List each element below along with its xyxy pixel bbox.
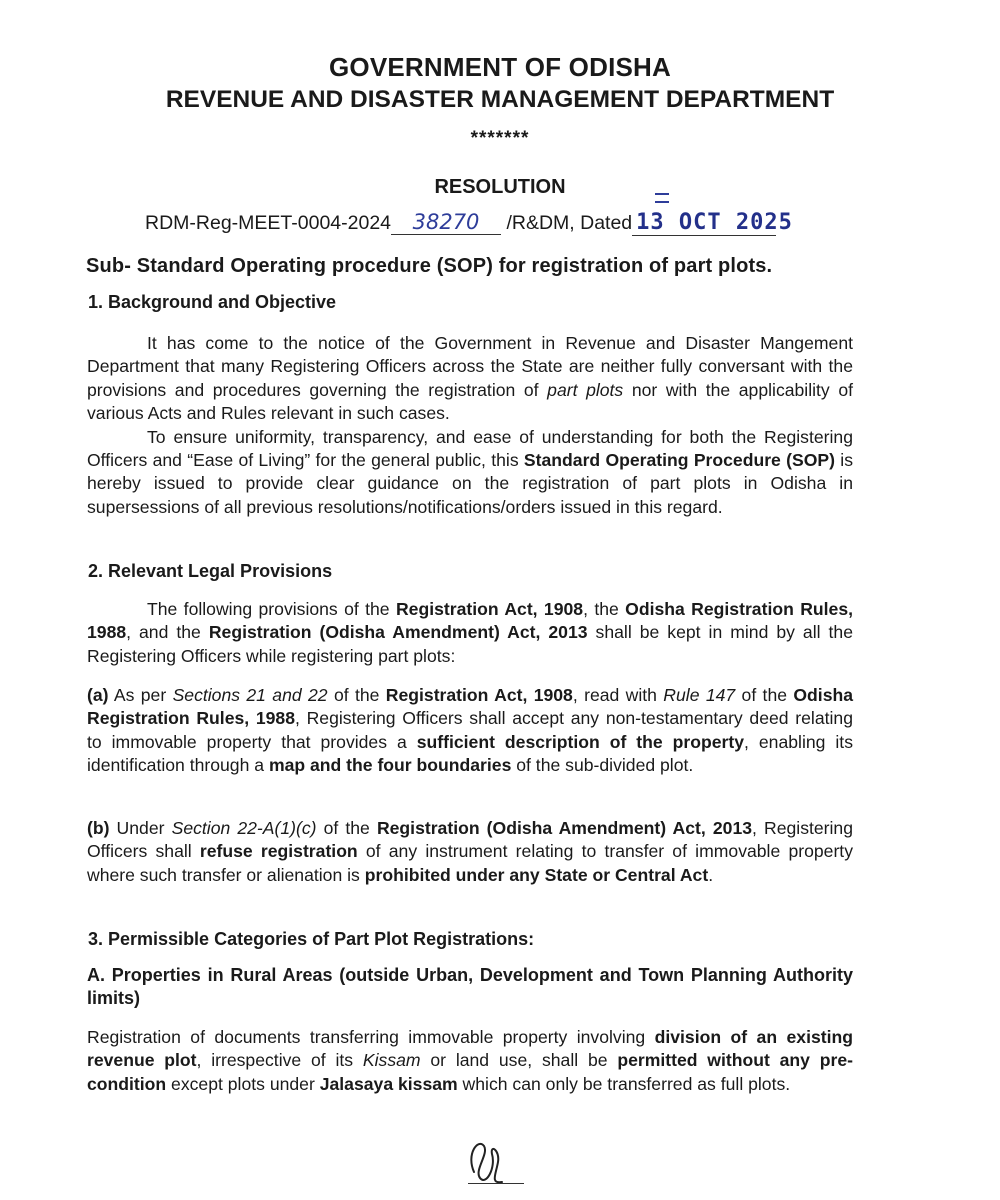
text-run: As per xyxy=(108,685,173,705)
text-run-italic: Rule 147 xyxy=(663,685,736,705)
section-3-paragraph xyxy=(87,1026,853,1096)
text-run-bold: Standard Operating Procedure (SOP) xyxy=(523,450,836,471)
reference-prefix: RDM-Reg-MEET-0004-2024 xyxy=(145,212,392,234)
text-run: Under xyxy=(109,818,172,838)
text-run-bold: division of an existing revenue plot xyxy=(87,1027,853,1071)
reference-suffix: /R&DM, Dated xyxy=(506,212,633,234)
text-run-italic: Sections 21 and 22 xyxy=(172,685,328,705)
section-1-heading: 1. Background and Objective xyxy=(88,292,337,312)
text-run: The following provisions of the xyxy=(147,599,396,619)
text-run-bold: Odisha Registration Rules, 1988 xyxy=(87,599,853,643)
text-run: It has come to the notice of the Government in Revenue and Disaster Mangement Department that many Registering Officers across the State are neither fully conversant with the provisions and procedures governing the registration of xyxy=(87,333,853,400)
date-stamp-mark xyxy=(655,193,669,203)
text-run-italic: Section 22-A(1)(c) xyxy=(171,818,317,838)
text-run: of the xyxy=(735,685,794,705)
section-1-paragraph-1 xyxy=(87,332,853,426)
text-run-bold: Registration Act, 1908 xyxy=(395,599,584,619)
text-run: shall be kept in mind by all the Registering Officers while registering part plots: xyxy=(87,622,853,666)
text-run: of the xyxy=(327,685,386,705)
text-run-bold: map and the four boundaries xyxy=(268,755,512,776)
reference-line xyxy=(145,210,793,236)
text-run: or land use, shall be xyxy=(420,1050,618,1071)
date-stamp: 13 OCT 2025 xyxy=(632,210,776,236)
text-run-italic: Kissam xyxy=(362,1050,421,1071)
text-run: of any instrument relating to transfer of immovable property where such transfer or alienation is xyxy=(87,841,853,885)
section-2-intro xyxy=(87,598,853,668)
department-title: REVENUE AND DISASTER MANAGEMENT DEPARTMENT xyxy=(165,86,835,113)
text-run-bold: Registration (Odisha Amendment) Act, 2013 xyxy=(376,818,753,838)
text-run: , the xyxy=(583,599,626,619)
text-run: , Registering Officers shall xyxy=(87,818,853,862)
text-run-bold: prohibited under any State or Central Act xyxy=(364,864,709,885)
text-run-bold: Registration (Odisha Amendment) Act, 2013 xyxy=(208,622,588,643)
section-1-body xyxy=(87,332,853,519)
signature-underline xyxy=(468,1183,524,1184)
section-2-clause-b xyxy=(87,817,853,887)
clause-label: (a) xyxy=(87,685,109,705)
text-run: nor with the applicability of various Acts and Rules relevant in such cases. xyxy=(87,379,853,424)
clause-label: (b) xyxy=(87,818,110,838)
text-run: except plots under xyxy=(166,1073,320,1094)
text-run: , Registering Officers shall accept any non-testamentary deed relating to immovable property that provides a xyxy=(87,708,853,752)
text-run: of the sub-divided plot. xyxy=(511,755,694,776)
section-2-heading: 2. Relevant Legal Provisions xyxy=(88,561,333,581)
text-run-bold: Registration Act, 1908 xyxy=(385,685,573,705)
reference-number-handwritten: 38270 xyxy=(391,210,501,235)
text-run-bold: Odisha Registration Rules, 1988 xyxy=(87,685,854,729)
text-run: , read with xyxy=(572,685,664,705)
text-run-bold: permitted without any pre-condition xyxy=(87,1050,853,1094)
text-run: is hereby issued to provide clear guidance on the registration of part plots in Odisha in supersessions of all previous resolutions/notifications/orders issued in this regard. xyxy=(87,450,854,517)
resolution-heading: RESOLUTION xyxy=(434,176,566,198)
section-2-clause-a xyxy=(87,684,853,778)
section-1-paragraph-2 xyxy=(87,426,853,520)
text-run: To ensure uniformity, transparency, and ease of understanding for both the Registering Officers and “Ease of Living” for the general public, this xyxy=(87,426,853,471)
text-run-bold: refuse registration xyxy=(199,841,358,862)
text-run: Registration of documents transferring immovable property involving xyxy=(87,1027,655,1047)
text-run-italic: part plots xyxy=(547,379,624,400)
text-run: , and the xyxy=(126,622,209,643)
government-title: GOVERNMENT OF ODISHA xyxy=(328,52,671,82)
text-run-bold: sufficient description of the property xyxy=(416,731,745,752)
subject-line: Sub- Standard Operating procedure (SOP) for registration of part plots. xyxy=(86,255,773,277)
section-3-heading: 3. Permissible Categories of Part Plot Registrations: xyxy=(88,929,535,949)
text-run: . xyxy=(708,864,714,885)
text-run: which can only be transferred as full plots. xyxy=(457,1073,791,1094)
text-run: of the xyxy=(316,818,377,838)
section-3-subheading: A. Properties in Rural Areas (outside Urban, Development and Town Planning Authority limits) xyxy=(87,965,853,1009)
text-run: , irrespective of its xyxy=(196,1050,363,1071)
text-run-bold: Jalasaya kissam xyxy=(319,1073,458,1094)
separator-stars: ******* xyxy=(470,128,530,149)
text-run: , enabling its identification through a xyxy=(87,731,853,776)
